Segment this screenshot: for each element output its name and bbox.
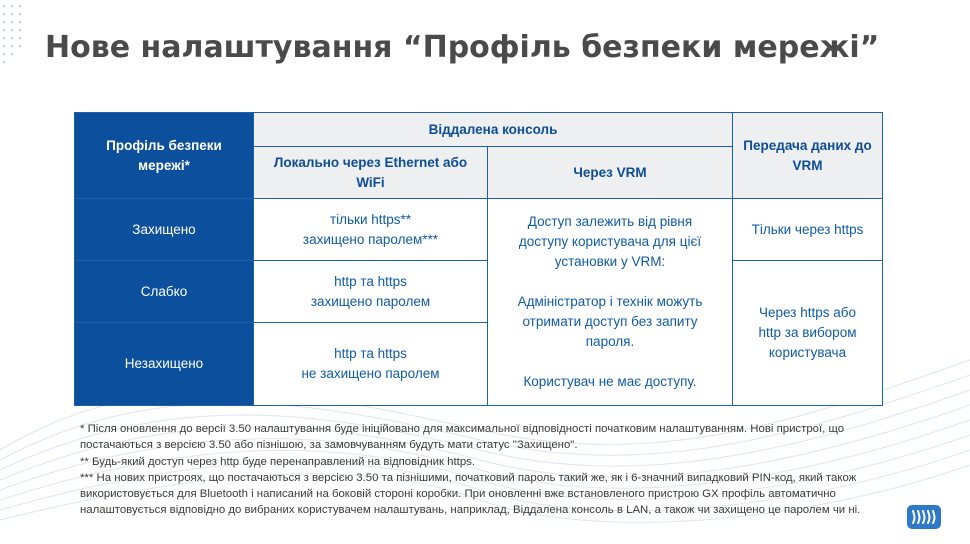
header-local: Локально через Ethernet або WiFi xyxy=(254,147,488,199)
cell-line: захищено паролем xyxy=(310,293,431,309)
cell-line: http та https xyxy=(334,346,407,361)
row-label-unsecured: Незахищено xyxy=(75,323,254,406)
footnote: ** Будь-який доступ через http буде перенаправлений на відповідник https. xyxy=(80,455,476,468)
cell-secured-transfer: Тільки через https xyxy=(733,199,883,261)
cell-vrm-access xyxy=(488,199,733,406)
page-title: Нове налаштування “Профіль безпеки мережі” xyxy=(45,30,880,65)
header-data-transfer: Передача даних до VRM xyxy=(733,113,883,199)
cell-line: захищено паролем*** xyxy=(302,231,439,247)
dot-grid-decoration xyxy=(0,0,40,75)
cell-secured-local xyxy=(254,199,488,261)
cell-line: не захищено паролем xyxy=(301,366,440,381)
vrm-access-paragraph: Доступ залежить від рівня доступу користувача для цієї установки у VRM: xyxy=(518,214,702,269)
row-label-weak: Слабко xyxy=(75,261,254,323)
row-label-secured: Захищено xyxy=(75,199,254,261)
victron-logo-icon xyxy=(907,505,941,529)
vrm-access-paragraph: Адміністратор і технік можуть отримати доступ без запиту пароля. xyxy=(517,294,703,349)
cell-weak-transfer: Через https або http за вибором користувача xyxy=(733,261,883,406)
security-profile-table xyxy=(74,112,883,406)
footnote: * Після оновлення до версії 3.50 налаштування буде ініційовано для максимальної відповідності початковим налаштуванням. Нові пристрої, що постачаються з версією 3.50 або пізнішою, за замовчуванням будуть мати статус "Захищено". xyxy=(80,423,845,452)
header-remote-console: Віддалена консоль xyxy=(254,113,733,147)
header-profile: Профіль безпеки мережі* xyxy=(75,113,254,199)
cell-line: http та https xyxy=(334,273,407,289)
footnotes xyxy=(80,421,870,519)
cell-unsecured-local xyxy=(254,323,488,406)
footnote: *** На нових пристроях, що постачаються з версією 3.50 та пізнішими, початковий пароль такий же, як і 6-значний випадковий PIN-код, який також використовується для Bluetooth і написаний на боковій стороні коробки. При оновленні вже встановленого пристрою GX профіль автоматично налаштовується відповідно до вибраних користувачем налаштувань, наприклад, Віддалена консоль в LAN, а також чи захищено це паролем чи ні. xyxy=(80,471,861,517)
cell-line: тільки https** xyxy=(329,211,412,227)
cell-weak-local xyxy=(254,261,488,323)
vrm-access-paragraph: Користувач не має доступу. xyxy=(523,374,697,389)
header-vrm: Через VRM xyxy=(488,147,733,199)
